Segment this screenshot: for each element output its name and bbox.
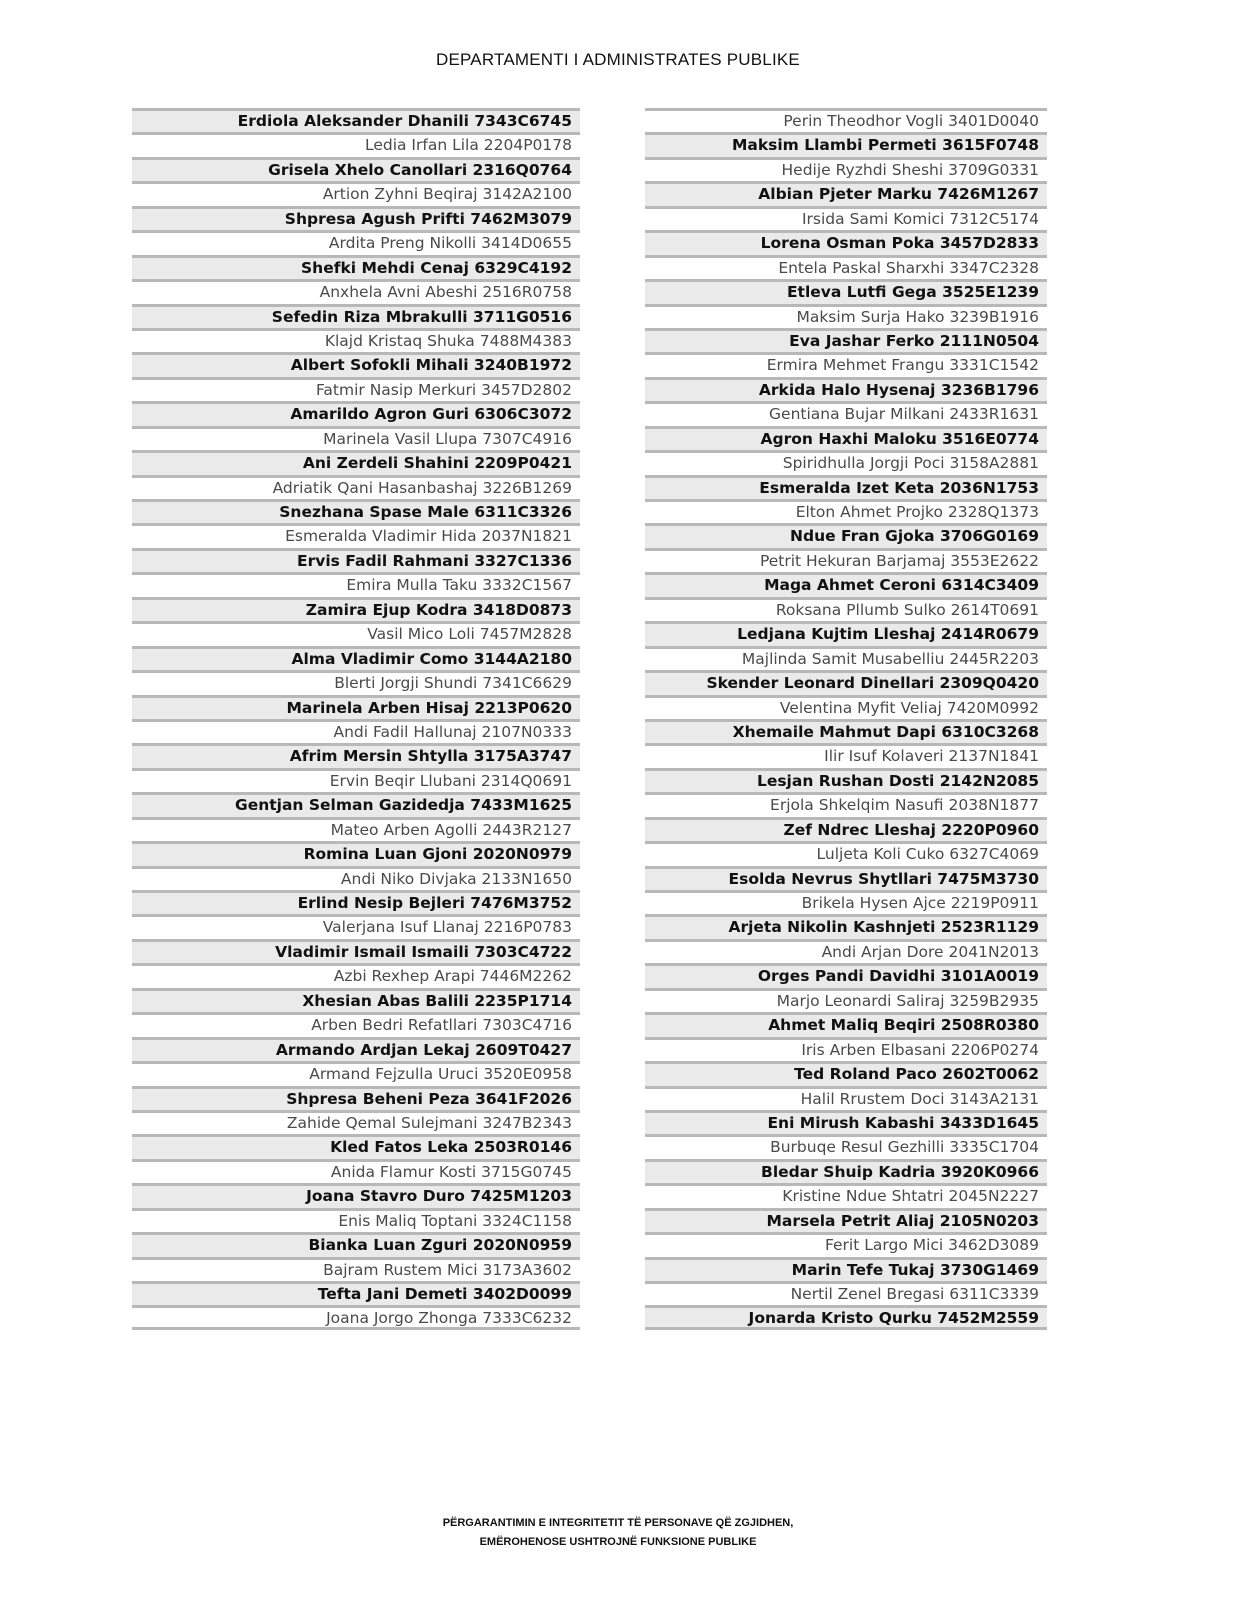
list-item: Ervin Beqir Llubani 2314Q0691 [132,768,580,792]
list-item: Enis Maliq Toptani 3324C1158 [132,1208,580,1232]
list-item: Andi Niko Divjaka 2133N1650 [132,866,580,890]
list-item: Grisela Xhelo Canollari 2316Q0764 [132,157,580,181]
list-item: Maksim Llambi Permeti 3615F0748 [645,132,1047,156]
list-item: Brikela Hysen Ajce 2219P0911 [645,890,1047,914]
list-item: Marinela Vasil Llupa 7307C4916 [132,426,580,450]
list-item: Alma Vladimir Como 3144A2180 [132,646,580,670]
list-item: Zahide Qemal Sulejmani 3247B2343 [132,1110,580,1134]
list-item: Shefki Mehdi Cenaj 6329C4192 [132,255,580,279]
list-item: Vladimir Ismail Ismaili 7303C4722 [132,939,580,963]
list-item: Majlinda Samit Musabelliu 2445R2203 [645,646,1047,670]
list-item: Marinela Arben Hisaj 2213P0620 [132,695,580,719]
list-item: Ledia Irfan Lila 2204P0178 [132,132,580,156]
list-item: Azbi Rexhep Arapi 7446M2262 [132,963,580,987]
list-item: Mateo Arben Agolli 2443R2127 [132,817,580,841]
list-item: Klajd Kristaq Shuka 7488M4383 [132,328,580,352]
list-item: Orges Pandi Davidhi 3101A0019 [645,963,1047,987]
list-item: Amarildo Agron Guri 6306C3072 [132,401,580,425]
list-item: Halil Rrustem Doci 3143A2131 [645,1086,1047,1110]
list-item: Roksana Pllumb Sulko 2614T0691 [645,597,1047,621]
list-item: Hedije Ryzhdi Sheshi 3709G0331 [645,157,1047,181]
list-item: Etleva Lutfi Gega 3525E1239 [645,279,1047,303]
list-item: Arben Bedri Refatllari 7303C4716 [132,1012,580,1036]
list-item: Romina Luan Gjoni 2020N0979 [132,841,580,865]
footer-line-1: PËRGARANTIMIN E INTEGRITETIT TË PERSONAVE QË ZGJIDHEN, [442,1517,794,1529]
list-item: Esmeralda Vladimir Hida 2037N1821 [132,523,580,547]
list-item: Jonarda Kristo Qurku 7452M2559 [645,1305,1047,1329]
list-item: Agron Haxhi Maloku 3516E0774 [645,426,1047,450]
list-item: Erjola Shkelqim Nasufi 2038N1877 [645,792,1047,816]
list-item: Anxhela Avni Abeshi 2516R0758 [132,279,580,303]
list-item: Ferit Largo Mici 3462D3089 [645,1232,1047,1256]
list-item: Luljeta Koli Cuko 6327C4069 [645,841,1047,865]
list-item: Ardita Preng Nikolli 3414D0655 [132,230,580,254]
list-item: Kled Fatos Leka 2503R0146 [132,1134,580,1158]
list-item: Joana Jorgo Zhonga 7333C6232 [132,1305,580,1329]
list-item: Elton Ahmet Projko 2328Q1373 [645,499,1047,523]
list-item: Andi Fadil Hallunaj 2107N0333 [132,719,580,743]
list-item: Esolda Nevrus Shytllari 7475M3730 [645,866,1047,890]
list-item: Marin Tefe Tukaj 3730G1469 [645,1257,1047,1281]
list-item: Erdiola Aleksander Dhanili 7343C6745 [132,108,580,132]
list-item: Joana Stavro Duro 7425M1203 [132,1183,580,1207]
list-item: Perin Theodhor Vogli 3401D0040 [645,108,1047,132]
list-item: Iris Arben Elbasani 2206P0274 [645,1037,1047,1061]
list-item: Bledar Shuip Kadria 3920K0966 [645,1159,1047,1183]
list-item: Ervis Fadil Rahmani 3327C1336 [132,548,580,572]
list-item: Esmeralda Izet Keta 2036N1753 [645,475,1047,499]
list-item: Gentiana Bujar Milkani 2433R1631 [645,401,1047,425]
list-item: Ani Zerdeli Shahini 2209P0421 [132,450,580,474]
list-item: Eva Jashar Ferko 2111N0504 [645,328,1047,352]
list-item: Bajram Rustem Mici 3173A3602 [132,1257,580,1281]
list-item: Valerjana Isuf Llanaj 2216P0783 [132,914,580,938]
list-item: Ndue Fran Gjoka 3706G0169 [645,523,1047,547]
list-item: Maksim Surja Hako 3239B1916 [645,304,1047,328]
list-item: Arjeta Nikolin Kashnjeti 2523R1129 [645,914,1047,938]
list-item: Ted Roland Paco 2602T0062 [645,1061,1047,1085]
list-item: Nertil Zenel Bregasi 6311C3339 [645,1281,1047,1305]
list-item: Kristine Ndue Shtatri 2045N2227 [645,1183,1047,1207]
list-item: Artion Zyhni Beqiraj 3142A2100 [132,181,580,205]
list-item: Afrim Mersin Shtylla 3175A3747 [132,743,580,767]
list-item: Anida Flamur Kosti 3715G0745 [132,1159,580,1183]
list-item: Shpresa Agush Prifti 7462M3079 [132,206,580,230]
footer-line-2: EMËROHENOSE USHTROJNË FUNKSIONE PUBLIKE [479,1536,757,1548]
list-item: Ilir Isuf Kolaveri 2137N1841 [645,743,1047,767]
list-item: Maga Ahmet Ceroni 6314C3409 [645,572,1047,596]
list-item: Ledjana Kujtim Lleshaj 2414R0679 [645,621,1047,645]
list-item: Armando Ardjan Lekaj 2609T0427 [132,1037,580,1061]
left-name-list [132,108,580,1330]
list-item: Albian Pjeter Marku 7426M1267 [645,181,1047,205]
list-item: Eni Mirush Kabashi 3433D1645 [645,1110,1047,1134]
list-item: Sefedin Riza Mbrakulli 3711G0516 [132,304,580,328]
list-item: Spiridhulla Jorgji Poci 3158A2881 [645,450,1047,474]
list-item: Andi Arjan Dore 2041N2013 [645,939,1047,963]
right-name-list [645,108,1047,1330]
list-item: Burbuqe Resul Gezhilli 3335C1704 [645,1134,1047,1158]
list-item: Emira Mulla Taku 3332C1567 [132,572,580,596]
list-item: Marsela Petrit Aliaj 2105N0203 [645,1208,1047,1232]
list-item: Zamira Ejup Kodra 3418D0873 [132,597,580,621]
list-item: Gentjan Selman Gazidedja 7433M1625 [132,792,580,816]
list-item: Skender Leonard Dinellari 2309Q0420 [645,670,1047,694]
list-item: Erlind Nesip Bejleri 7476M3752 [132,890,580,914]
list-item: Lesjan Rushan Dosti 2142N2085 [645,768,1047,792]
list-item: Petrit Hekuran Barjamaj 3553E2622 [645,548,1047,572]
list-item: Blerti Jorgji Shundi 7341C6629 [132,670,580,694]
footer-note [0,1514,1236,1552]
list-item: Ahmet Maliq Beqiri 2508R0380 [645,1012,1047,1036]
list-item: Armand Fejzulla Uruci 3520E0958 [132,1061,580,1085]
list-item: Xhesian Abas Balili 2235P1714 [132,988,580,1012]
list-item: Entela Paskal Sharxhi 3347C2328 [645,255,1047,279]
list-item: Tefta Jani Demeti 3402D0099 [132,1281,580,1305]
list-item: Arkida Halo Hysenaj 3236B1796 [645,377,1047,401]
list-item: Vasil Mico Loli 7457M2828 [132,621,580,645]
list-item: Ermira Mehmet Frangu 3331C1542 [645,352,1047,376]
page-title: DEPARTAMENTI I ADMINISTRATES PUBLIKE [436,50,800,69]
list-item: Xhemaile Mahmut Dapi 6310C3268 [645,719,1047,743]
list-item: Fatmir Nasip Merkuri 3457D2802 [132,377,580,401]
list-item: Albert Sofokli Mihali 3240B1972 [132,352,580,376]
list-item: Velentina Myfit Veliaj 7420M0992 [645,695,1047,719]
list-item: Snezhana Spase Male 6311C3326 [132,499,580,523]
list-item: Adriatik Qani Hasanbashaj 3226B1269 [132,475,580,499]
list-item: Marjo Leonardi Saliraj 3259B2935 [645,988,1047,1012]
list-item: Shpresa Beheni Peza 3641F2026 [132,1086,580,1110]
list-item: Irsida Sami Komici 7312C5174 [645,206,1047,230]
list-item: Lorena Osman Poka 3457D2833 [645,230,1047,254]
list-item: Zef Ndrec Lleshaj 2220P0960 [645,817,1047,841]
list-item: Bianka Luan Zguri 2020N0959 [132,1232,580,1256]
